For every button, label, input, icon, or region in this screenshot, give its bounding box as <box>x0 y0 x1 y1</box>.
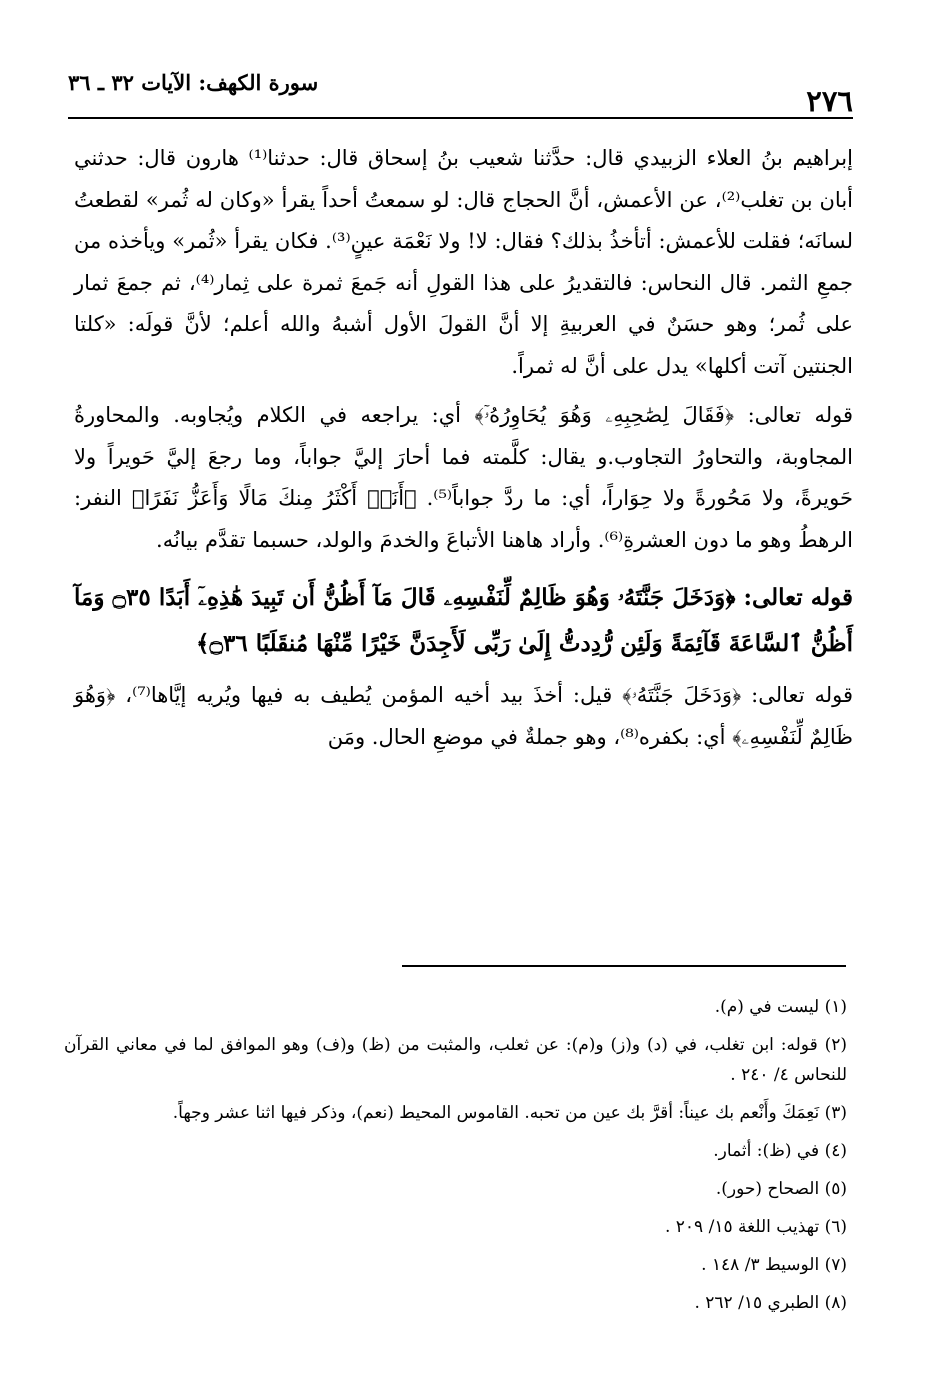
paragraph-isnad: إبراهيم بنُ العلاء الزبيدي قال: حدَّثنا شعيب بنُ إسحاق قال: حدثنا⁽¹⁾ هارون قال: حدثني أبان بن تغلب⁽²⁾، عن الأعمش، أنَّ الحجاج قال: لو سمعتُ أحداً يقرأ «وكان له ثُمر» لقطعتُ لسانَه؛ فقلت للأعمش: أتأخذُ بذلك؟ فقال: لا! ولا نَعْمَة عينٍ⁽³⁾. فكان يقرأ «ثُمر» ويأخذه من جمعِ الثمر. قال النحاس: فالتقديرُ على هذا القولِ أنه جَمعَ ثمرة على ثِمار⁽⁴⁾، ثم جمعَ ثمار على ثُمر؛ وهو حسَنٌ في العربيةِ إلا أنَّ القولَ الأول أشبهُ والله أعلم؛ لأنَّ قولَه: «كلتا الجنتين آتت أكلها» يدل على أنَّ له ثمراً. <box>74 146 854 378</box>
footnote-3: (٣) نَعِمَكَ وأَنْعم بك عيناً: أقرَّ بك عين من تحبه. القاموس المحيط (نعم)، وذكر فيها اثنا عشر وجهاً. <box>172 1103 847 1123</box>
footnotes <box>64 992 847 1326</box>
footnote-5: (٥) الصحاح (حور). <box>715 1179 847 1199</box>
footnote-6: (٦) تهذيب اللغة ١٥/ ٢٠٩ . <box>664 1217 847 1237</box>
page-header <box>68 66 853 118</box>
footnote-2: (٢) قوله: ابن تغلب، في (د) و(ز) و(م): عن ثعلب، والمثبت من (ظ) و(ف) وهو الموافق لما في معاني القرآن للنحاس ٤/ ٢٤٠ . <box>64 1035 847 1085</box>
paragraph-yuhawiruh: قوله تعالى: ﴿فَقَالَ لِصَٰحِبِهِۦ وَهُوَ يُحَاوِرُهُۥٓ﴾ أي: يراجعه في الكلام ويُجاوبه. والمحاورةُ المجاوبة، والتحاورُ التجاوب.و يقال: كلَّمته فما أحارَ إليَّ جواباً، وما رجعَ إليَّ حَويراً ولا حَويرةً، ولا مَحُورةً ولا حِوَاراً، أي: ما ردَّ جواباً⁽⁵⁾. ﴿أَنَا۠ أَكْثَرُ مِنكَ مَالًا وَأَعَزُّ نَفَرًا﴾ النفر: الرهطُ وهو ما دون العشرةِ⁽⁶⁾. وأراد هاهنا الأتباعَ والخدمَ والولد، حسبما تقدَّم بيانُه. <box>74 403 853 552</box>
main-text <box>74 138 853 758</box>
header-rule <box>68 117 853 119</box>
running-title: سورة الكهف: الآيات ٣٢ ـ ٣٦ <box>68 70 319 95</box>
paragraph-dakhala-jannatah: قوله تعالى: ﴿وَدَخَلَ جَنَّتَهُۥ﴾ قيل: أخذَ بيد أخيه المؤمن يُطيف به فيها ويُريه إيَّاها⁽⁷⁾، ﴿وَهُوَ ظَالِمٌ لِّنَفْسِهِۦ﴾ أي: بكفره⁽⁸⁾، وهو جملةٌ في موضعِ الحال. ومَن <box>74 683 853 749</box>
footnote-separator <box>402 965 846 967</box>
verse-heading-35-36: قوله تعالى: ﴿وَدَخَلَ جَنَّتَهُۥ وَهُوَ ظَالِمٌ لِّنَفْسِهِۦ قَالَ مَآ أَظُنُّ أَن تَبِيدَ هَٰذِهِۦٓ أَبَدًا ۝٣٥ وَمَآ أَظُنُّ ٱلسَّاعَةَ قَآئِمَةً وَلَئِن رُّدِدتُّ إِلَىٰ رَبِّى لَأَجِدَنَّ خَيْرًا مِّنْهَا مُنقَلَبًا ۝٣٦﴾ <box>74 584 853 657</box>
footnote-1: (١) ليست في (م). <box>714 997 847 1017</box>
footnote-7: (٧) الوسيط ٣/ ١٤٨ . <box>701 1255 847 1275</box>
page-number: ٢٧٦ <box>806 84 853 118</box>
footnote-4: (٤) في (ظ): أثمار. <box>713 1141 847 1161</box>
footnote-8: (٨) الطبري ١٥/ ٢٦٢ . <box>694 1293 847 1313</box>
